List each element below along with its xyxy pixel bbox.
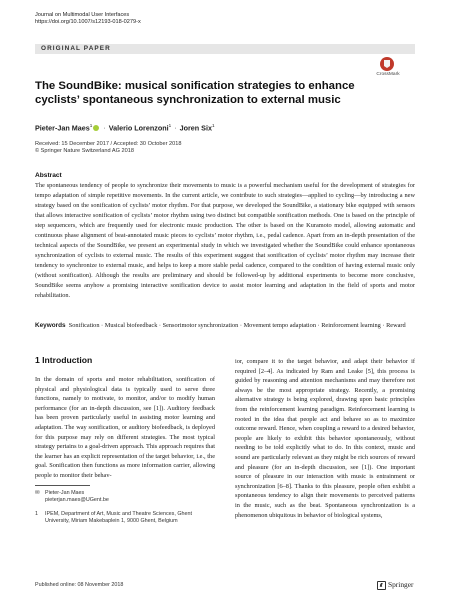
intro-left-column: In the domain of sports and motor rehabilitation, sonification of physical and physiological data is typically used to serve three functions, namely to motivate, to monitor, and/or to modify human performance (for an in-depth discussion, see [1]). Auditory feedback has been proven particularly useful in assisting motor learning and adaptation. The way sonification, or auditory biofeedback, is deployed for this purpose may rely on different strategies. The most typical strategy pertains to a goal-driven approach. This approach requires that the learner has an explicit representation of the target behavior, i.e., the goal. Sonification then functions as more information carrier, allowing people to monitor their behav- xyxy=(35,376,215,479)
affiliation-note xyxy=(35,511,220,525)
copyright-line: © Springer Nature Switzerland AG 2018 xyxy=(35,148,134,155)
crossmark-badge[interactable] xyxy=(371,57,405,81)
author-name[interactable]: Valerio Lorenzoni xyxy=(108,123,169,133)
abstract-heading: Abstract xyxy=(35,172,62,179)
affiliation-number: 1 xyxy=(35,511,38,517)
crossmark-label: CrossMark xyxy=(376,72,400,77)
affiliation-text: IPEM, Department of Art, Music and Theatre Sciences, Ghent University, Miriam Makebaplein 1, 9000 Ghent, Belgium xyxy=(45,511,193,524)
author-name[interactable]: Joren Six xyxy=(179,123,212,133)
crossmark-icon xyxy=(380,57,394,71)
author-list xyxy=(35,123,215,132)
received-accepted: Received: 15 December 2017 / Accepted: 30 October 2018 xyxy=(35,141,182,147)
corresponding-author-note xyxy=(35,490,109,504)
author-separator: · xyxy=(174,123,177,133)
article-type-label: ORIGINAL PAPER xyxy=(41,45,111,52)
abstract-text: The spontaneous tendency of people to synchronize their movements to music is a powerful mechanism useful for the development of strategies for tempo adaptation of simple repetitive movements. In the current article, we contribute to such strategies—applied to cycling—by introducing a new strategy based on the sonification of cyclists’ motor rhythm. For that purpose, we developed the SoundBike, a stationary bike equipped with sensors that allows interactive sonification of cyclists’ motor rhythm using two distinct but compatible sonification methods. One is based on the principle of step sequencers, which are frequently used for electronic music production. The other is based on the Kuramoto model, allowing automatic and continuous phase alignment of beat-annotated music pieces to cyclists’ motor rhythm, i.e., pedal cadence. Apart from an in-depth presentation of the technical aspects of the SoundBike, we present an experimental study in which we investigated whether the SoundBike could enhance spontaneous synchronization of cyclists to external music. The results of this experiment suggest that sonification of cyclists’ motor rhythm may increase their tendency to synchronize to external music, and helps to keep a more stable pedal cadence, compared to the condition of having external music only (without sonification). Although the results are preliminary and should be followed-up by additional experiments to become more conclusive, SoundBike seems anyhow a promising interactive sonification device to assist motor learning and adaptation in the field of sports and motor rehabilitation. xyxy=(35,182,415,299)
doi-link[interactable]: https://doi.org/10.1007/s12193-018-0279-x xyxy=(35,19,141,26)
journal-info xyxy=(35,12,141,26)
published-date: Published online: 08 November 2018 xyxy=(35,582,124,588)
journal-name: Journal on Multimodal User Interfaces xyxy=(35,12,130,18)
publisher-name: Springer xyxy=(388,580,414,589)
contact-name: Pieter-Jan Maes xyxy=(45,490,85,496)
keywords-label: Keywords xyxy=(35,322,66,329)
article-type-band xyxy=(35,44,415,54)
footnote-divider xyxy=(35,485,90,486)
article-title: The SoundBike: musical sonification strategies to enhance cyclists’ spontaneous synchronization to external music xyxy=(35,80,355,106)
author-affiliation-mark: 1 xyxy=(89,123,93,128)
author-affiliation-mark: 1 xyxy=(211,123,215,128)
mail-icon: ✉ xyxy=(35,490,40,496)
article-dates xyxy=(35,141,181,155)
springer-horse-icon xyxy=(377,581,386,590)
author-name[interactable]: Pieter-Jan Maes xyxy=(35,123,90,133)
keywords-text: Sonification · Musical biofeedback · Sensorimotor synchronization · Movement tempo adaptation · Reinforcement learning · Reward xyxy=(68,322,406,329)
intro-right-column: ior, compare it to the target behavior, and adapt their behavior if required [2–4]. As indicated by Ram and Leake [5], this process is guided by reasoning and attention mechanisms and may therefore not always be the most appropriate strategy. Recently, a promising alternative strategy is being explored, drawing upon basic principles from the reinforcement learning paradigm. Reinforcement learning is rooted in the idea that people act and behave so as to maximize outcome reward. Hence, when coupling a reward to a desired behavior, people are likely to exhibit this behavior spontaneously, without needing to be told explicitly what to do. In this context, music and sound are particularly relevant as they might be rich sources of reward and pleasure (for an in-depth discussion, see [1]). One important source of pleasure in our interaction with music is entrainment or synchronization [6–8]. Thanks to this pleasure, people often exhibit a spontaneous tendency to align their movements to perceived patterns in the music, such as the beat. Spontaneous synchronization is a phenomenon ubiquitous in behavior of biological systems, xyxy=(235,358,415,519)
author-separator: · xyxy=(103,123,106,133)
section-heading: 1 Introduction xyxy=(35,355,93,365)
author-affiliation-mark: 1 xyxy=(168,123,172,128)
keywords-block xyxy=(35,321,415,331)
orcid-icon[interactable] xyxy=(93,125,99,131)
publisher-logo xyxy=(377,580,413,590)
contact-email[interactable]: pieterjan.maes@UGent.be xyxy=(45,497,109,503)
